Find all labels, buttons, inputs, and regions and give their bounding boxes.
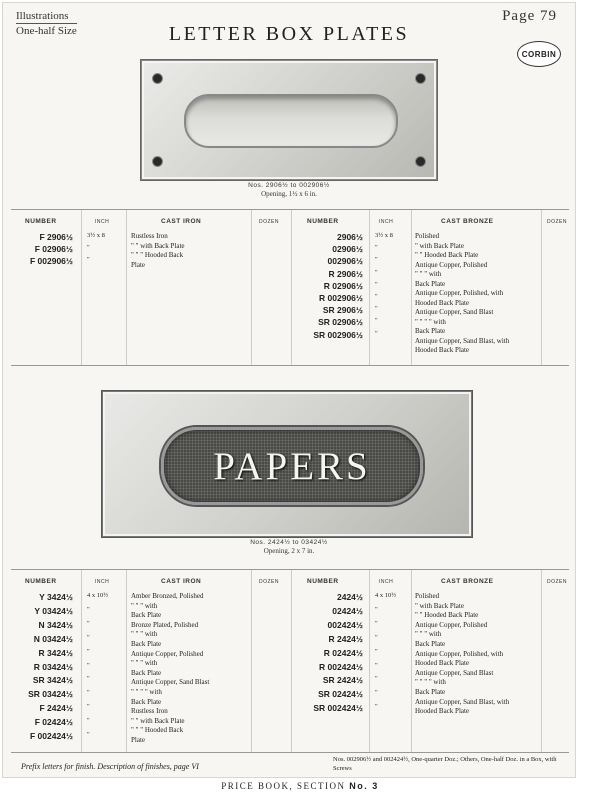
item-description: " " " " with	[131, 688, 162, 696]
item-size: "	[87, 647, 90, 655]
item-number: Y 3424½	[39, 592, 73, 602]
screw-icon	[152, 156, 163, 167]
item-description: Hooded Back Plate	[415, 346, 470, 354]
prefix-note: Prefix letters for finish. Description of finishes, page VI	[21, 762, 199, 771]
item-description: " " " with	[131, 630, 158, 639]
item-size: 4 x 10½	[375, 592, 397, 599]
column-header-number: NUMBER	[25, 578, 57, 585]
item-description: " " " with	[415, 270, 442, 278]
column-divider	[541, 570, 542, 752]
item-number: 002424½	[327, 619, 363, 630]
column-header-number: NUMBER	[307, 578, 339, 585]
column-divider	[251, 210, 252, 365]
item-description: " " " Hooded Back	[131, 251, 184, 259]
item-number: 002906½	[327, 256, 363, 267]
column-divider	[541, 210, 542, 365]
item-number: SR 3424½	[32, 675, 73, 686]
item-description: " " with Back Plate	[131, 716, 185, 725]
item-number: R 2424½	[328, 633, 363, 644]
item-number: 2906½	[337, 232, 363, 242]
column-header-inch: INCH	[95, 219, 110, 225]
item-size: "	[375, 293, 378, 300]
item-size: "	[375, 675, 378, 683]
price-table-2	[11, 569, 569, 753]
letter-box-plate-image	[141, 60, 437, 180]
item-number: Y 03424½	[34, 605, 73, 616]
item-description: Plate	[131, 736, 145, 744]
column-divider	[251, 570, 252, 752]
item-description: Polished	[415, 592, 440, 600]
item-size: 4 x 10½	[87, 592, 109, 599]
item-size: "	[375, 280, 378, 288]
item-description: Back Plate	[415, 279, 446, 288]
item-number: R 02906½	[323, 280, 363, 291]
item-number: 02906½	[332, 244, 363, 255]
item-description: Antique Copper, Sand Blast, with	[415, 336, 510, 345]
column-divider	[411, 570, 412, 752]
caption-numbers: Nos. 2906½ to 002906½	[248, 182, 330, 189]
item-size: 3½ x 8	[87, 232, 105, 239]
item-number: R 02424½	[323, 647, 363, 658]
illustrations-label: Illustrations	[16, 10, 69, 22]
item-description: Antique Copper, Sand Blast	[415, 308, 494, 316]
screw-icon	[415, 73, 426, 84]
item-description: Hooded Back Plate	[415, 659, 470, 668]
item-description: Antique Copper, Polished	[131, 649, 204, 658]
item-description: Back Plate	[415, 688, 446, 696]
item-size: "	[87, 619, 90, 627]
item-description: Back Plate	[131, 640, 162, 648]
item-size: "	[87, 605, 90, 613]
item-size: "	[375, 661, 378, 669]
item-size: "	[87, 731, 90, 738]
item-size: "	[375, 317, 378, 325]
item-number: R 002906½	[319, 293, 363, 303]
item-number: SR 2906½	[322, 305, 363, 316]
item-description: Amber Bronzed, Polished	[131, 592, 204, 600]
item-size: "	[375, 305, 378, 313]
papers-text: PAPERS	[213, 444, 371, 488]
price-book-footer	[0, 781, 600, 791]
item-number: R 03424½	[33, 661, 73, 672]
caption-numbers: Nos. 2424½ to 03424½	[250, 539, 328, 546]
page-number: Page 79	[502, 8, 557, 24]
screw-icon	[152, 73, 163, 84]
item-description: " " " with	[131, 659, 158, 668]
column-header-cast-bronze: CAST BRONZE	[441, 218, 494, 225]
item-description: " " " " with	[415, 317, 446, 326]
item-description: " " " with	[415, 630, 442, 639]
mail-slot	[184, 94, 398, 148]
item-description: Antique Copper, Sand Blast	[131, 678, 210, 687]
column-divider	[126, 570, 127, 752]
item-number: F 2424½	[39, 703, 73, 714]
item-number: SR 02906½	[318, 317, 363, 328]
caption-opening: Opening, 1½ x 6 in.	[261, 190, 317, 198]
column-header-inch: INCH	[95, 579, 110, 585]
item-size: "	[87, 256, 90, 264]
item-number: F 2906½	[39, 232, 73, 242]
column-header-cast-iron: CAST IRON	[161, 218, 202, 225]
item-size: "	[87, 689, 90, 697]
item-description: Antique Copper, Sand Blast	[415, 668, 494, 677]
item-description: Polished	[415, 232, 440, 240]
column-divider	[126, 210, 127, 365]
item-number: 2424½	[337, 592, 363, 602]
item-description: Back Plate	[131, 668, 162, 677]
item-number: F 02906½	[34, 244, 73, 255]
item-size: "	[375, 605, 378, 613]
item-description: " " " with	[131, 601, 158, 610]
item-description: Antique Copper, Polished	[415, 260, 488, 269]
item-description: Back Plate	[415, 327, 446, 335]
screw-icon	[415, 156, 426, 167]
item-size: "	[375, 329, 378, 337]
item-number: F 002424½	[29, 731, 73, 741]
item-number: R 2906½	[328, 268, 363, 279]
column-divider	[81, 570, 82, 752]
column-header-inch: INCH	[379, 219, 394, 225]
column-divider	[81, 210, 82, 365]
half-size-label: One-half Size	[16, 25, 77, 37]
item-size: "	[375, 244, 378, 252]
item-size: "	[87, 661, 90, 669]
item-size: "	[375, 268, 378, 276]
item-size: "	[87, 717, 90, 725]
item-description: Bronze Plated, Polished	[131, 620, 199, 629]
item-size: "	[375, 619, 378, 627]
item-size: "	[87, 675, 90, 683]
item-description: Rustless Iron	[131, 707, 168, 716]
item-description: Back Plate	[131, 697, 162, 706]
column-header-number: NUMBER	[25, 218, 57, 225]
item-number: N 3424½	[38, 619, 73, 630]
item-description: " " Hooded Back Plate	[415, 251, 479, 259]
catalog-page	[2, 2, 576, 778]
column-header-dozen: DOZEN	[259, 219, 279, 225]
item-size: "	[375, 689, 378, 697]
corbin-logo: CORBIN	[517, 41, 561, 67]
column-header-dozen: DOZEN	[547, 579, 567, 585]
item-description: Plate	[131, 260, 145, 269]
item-number: R 3424½	[38, 647, 73, 658]
item-size: "	[375, 647, 378, 655]
column-divider	[411, 210, 412, 365]
item-number: SR 002906½	[313, 329, 363, 340]
column-header-number: NUMBER	[307, 218, 339, 225]
item-description: Back Plate	[131, 611, 162, 620]
column-header-cast-bronze: CAST BRONZE	[441, 578, 494, 585]
item-number: R 002424½	[319, 661, 363, 672]
item-description: Antique Copper, Polished, with	[415, 289, 504, 297]
item-number: SR 2424½	[322, 675, 363, 686]
item-description: " " " Hooded Back	[131, 726, 184, 735]
item-size: "	[375, 256, 378, 264]
item-description: Hooded Back Plate	[415, 298, 470, 307]
item-number: SR 03424½	[28, 689, 73, 700]
item-description: " " Hooded Back Plate	[415, 611, 479, 620]
item-number: N 03424½	[33, 633, 73, 644]
price-table-1	[11, 209, 569, 366]
item-size: "	[375, 633, 378, 641]
item-number: 02424½	[332, 605, 363, 616]
item-size: 3½ x 8	[375, 232, 393, 239]
column-divider	[291, 570, 292, 752]
papers-slot	[161, 427, 423, 505]
column-divider	[369, 210, 370, 365]
item-size: "	[375, 703, 378, 711]
item-number: SR 02424½	[318, 689, 363, 700]
item-size: "	[87, 244, 90, 252]
item-description: Hooded Back Plate	[415, 707, 470, 716]
item-description: " with Back Plate	[415, 601, 464, 610]
item-description: Antique Copper, Sand Blast, with	[415, 697, 510, 706]
section-number: No. 3	[349, 781, 379, 791]
item-description: Antique Copper, Polished	[415, 620, 488, 629]
item-size: "	[87, 633, 90, 641]
plate-caption	[3, 538, 575, 556]
column-divider	[369, 570, 370, 752]
item-description: Antique Copper, Polished, with	[415, 649, 504, 658]
price-book-label: PRICE BOOK, SECTION	[221, 781, 346, 791]
column-header-inch: INCH	[379, 579, 394, 585]
column-header-dozen: DOZEN	[259, 579, 279, 585]
item-description: " " " " with	[415, 678, 446, 687]
caption-opening: Opening, 2 x 7 in.	[263, 547, 315, 555]
item-description: Rustless Iron	[131, 232, 168, 240]
item-number: SR 002424½	[313, 703, 363, 714]
packing-note: Nos. 002906½ and 002424½, One-quarter Doz.; Others, One-half Doz. in a Box, with Screws	[333, 756, 557, 772]
item-description: " " with Back Plate	[131, 241, 185, 250]
item-number: F 02424½	[34, 717, 73, 728]
item-description: Back Plate	[415, 640, 446, 648]
plate-caption	[3, 181, 575, 199]
item-description: " with Back Plate	[415, 241, 464, 250]
item-number: F 002906½	[29, 256, 73, 267]
item-size: "	[87, 703, 90, 711]
page-title: LETTER BOX PLATES	[168, 23, 410, 45]
papers-plate-image	[102, 391, 472, 537]
column-header-cast-iron: CAST IRON	[161, 578, 202, 585]
column-divider	[291, 210, 292, 365]
column-header-dozen: DOZEN	[547, 219, 567, 225]
